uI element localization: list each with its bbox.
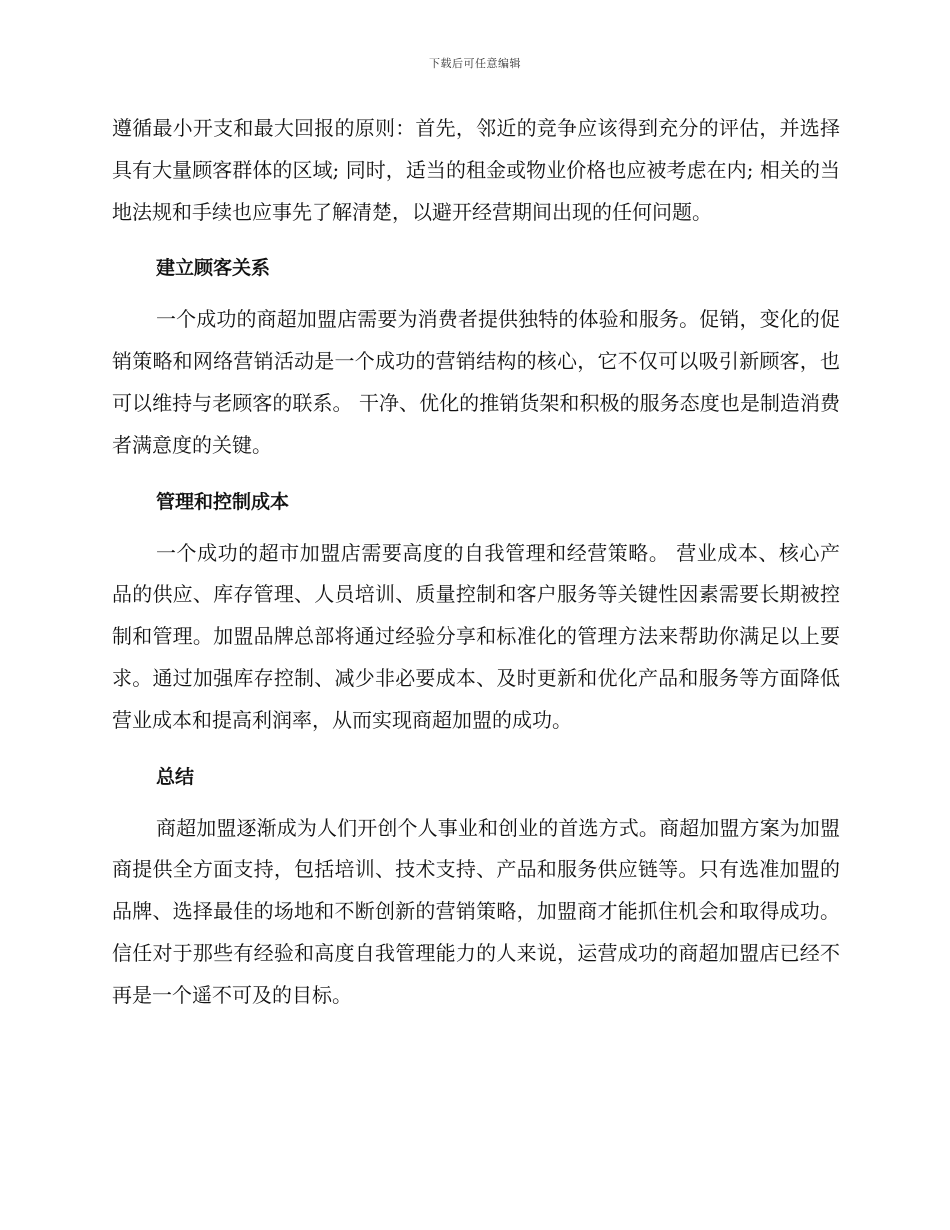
page-header-note: 下载后可任意编辑 — [429, 57, 521, 70]
heading-customer-relations: 建立顾客关系 — [156, 257, 271, 280]
paragraph-cost-control: 一个成功的超市加盟店需要高度的自我管理和经营策略。 营业成本、核心产品的供应、库存管理、人员培训、质量控制和客户服务等关键性因素需要长期被控制和管理。加盟品牌总部将通过经验分享和标准化的管理方法来帮助你满足以上要求。通过加强库存控制、减少非必要成本、及时更新和优化产品和服务等方面降低营业成本和提高利润率，从而实现商超加盟的成功。 — [112, 540, 840, 732]
paragraph-intro: 遵循最小开支和最大回报的原则：首先，邻近的竞争应该得到充分的评估，并选择具有大量顾客群体的区域; 同时，适当的租金或物业价格也应被考虑在内; 相关的当地法规和手续也应事先了解清楚，以避开经营期间出现的任何问题。 — [112, 116, 840, 224]
heading-cost-control: 管理和控制成本 — [156, 490, 290, 513]
heading-summary: 总结 — [156, 765, 195, 788]
paragraph-customer-relations: 一个成功的商超加盟店需要为消费者提供独特的体验和服务。促销，变化的促销策略和网络营销活动是一个成功的营销结构的核心，它不仅可以吸引新顾客，也可以维持与老顾客的联系。 干净、优化的推销货架和积极的服务态度也是制造消费者满意度的关键。 — [112, 307, 840, 457]
document-body — [112, 108, 840, 1017]
paragraph-summary: 商超加盟逐渐成为人们开创个人事业和创业的首选方式。商超加盟方案为加盟商提供全方面支持，包括培训、技术支持、产品和服务供应链等。只有选准加盟的品牌、选择最佳的场地和不断创新的营销策略，加盟商才能抓住机会和取得成功。信任对于那些有经验和高度自我管理能力的人来说，运营成功的商超加盟店已经不再是一个遥不可及的目标。 — [112, 815, 840, 1007]
